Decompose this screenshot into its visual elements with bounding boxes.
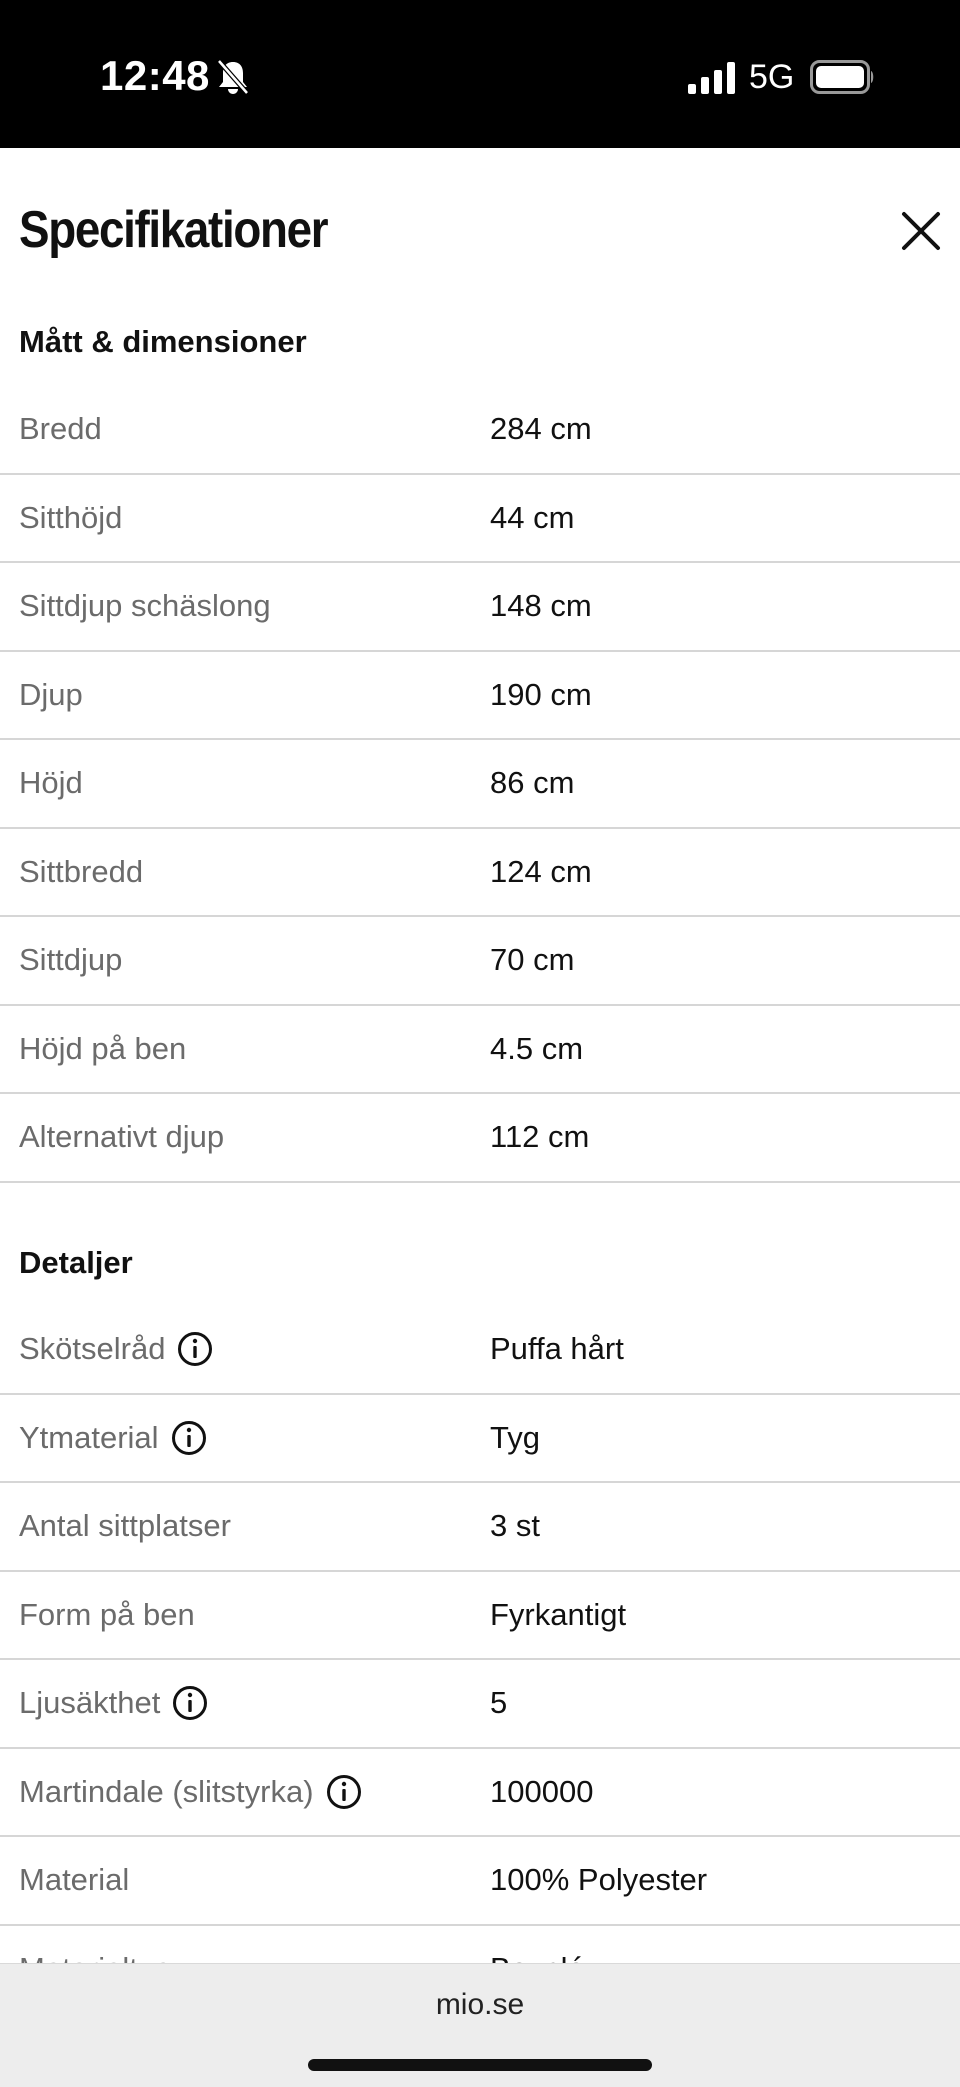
- spec-value: 5: [490, 1685, 508, 1720]
- spec-label: Alternativt djup: [19, 1119, 225, 1154]
- bell-muted-icon: [215, 58, 251, 96]
- spec-value: Puffa hårt: [490, 1331, 624, 1366]
- close-icon[interactable]: [900, 210, 942, 252]
- spec-value: 70 cm: [490, 942, 575, 977]
- spec-label: [19, 1395, 207, 1481]
- spec-label: Antal sittplatser: [19, 1508, 231, 1543]
- home-indicator[interactable]: [308, 2059, 652, 2071]
- spec-row: [0, 1395, 960, 1484]
- spec-value: 148 cm: [490, 588, 592, 623]
- spec-label: Sitthöjd: [19, 499, 123, 535]
- spec-row: [0, 652, 960, 741]
- spec-row: [0, 917, 960, 1006]
- spec-value: 44 cm: [490, 499, 575, 535]
- spec-label: [19, 1306, 213, 1392]
- spec-value: 284 cm: [490, 411, 592, 446]
- spec-label: Sittbredd: [19, 853, 144, 889]
- spec-value: 124 cm: [490, 853, 592, 889]
- browser-bottom-bar: [0, 1963, 960, 2087]
- spec-row: [0, 563, 960, 652]
- spec-label: [19, 1660, 208, 1746]
- spec-label-text: Martindale (slitstyrka): [19, 1773, 314, 1809]
- spec-label: [19, 1749, 362, 1835]
- spec-list-details: [0, 1306, 960, 2014]
- spec-value: Tyg: [490, 1419, 540, 1455]
- spec-value: 3 st: [490, 1508, 540, 1543]
- spec-list-dimensions: [0, 386, 960, 1183]
- spec-label-text: Skötselråd: [19, 1331, 166, 1366]
- spec-row: [0, 1660, 960, 1749]
- section-heading-details: Detaljer: [19, 1245, 133, 1280]
- spec-value: 86 cm: [490, 765, 575, 800]
- status-time: 12:48: [100, 52, 210, 99]
- spec-value: 100000: [490, 1773, 594, 1809]
- spec-row: [0, 386, 960, 475]
- spec-label-text: Ljusäkthet: [19, 1685, 161, 1720]
- spec-label: Höjd: [19, 765, 83, 800]
- spec-label: Djup: [19, 676, 83, 712]
- spec-label-text: Ytmaterial: [19, 1419, 159, 1455]
- info-icon[interactable]: [177, 1331, 213, 1367]
- spec-label: Bredd: [19, 411, 102, 446]
- spec-label: Höjd på ben: [19, 1030, 187, 1066]
- spec-value: Fyrkantigt: [490, 1596, 627, 1632]
- spec-label: Material: [19, 1862, 130, 1897]
- spec-label: Sittdjup schäslong: [19, 588, 271, 623]
- network-label: 5G: [749, 58, 795, 96]
- signal-icon: [688, 62, 736, 94]
- browser-address[interactable]: mio.se: [435, 1988, 525, 2021]
- spec-label: Form på ben: [19, 1596, 195, 1632]
- spec-row: [0, 1837, 960, 1926]
- specifications-sheet: [0, 148, 960, 1963]
- info-icon[interactable]: [172, 1685, 208, 1721]
- spec-row: [0, 1306, 960, 1395]
- section-heading-dimensions: Mått & dimensioner: [19, 324, 307, 359]
- sheet-title: Specifikationer: [19, 201, 328, 259]
- spec-row: [0, 475, 960, 564]
- spec-value: 4.5 cm: [490, 1030, 584, 1066]
- spec-row: [0, 1572, 960, 1661]
- spec-value: 100% Polyester: [490, 1862, 708, 1897]
- spec-label: Sittdjup: [19, 942, 123, 977]
- info-icon[interactable]: [171, 1420, 207, 1456]
- spec-row: [0, 829, 960, 918]
- spec-value: 112 cm: [490, 1119, 590, 1154]
- battery-icon: [810, 60, 876, 94]
- info-icon[interactable]: [326, 1774, 362, 1810]
- spec-row: [0, 1483, 960, 1572]
- spec-row: [0, 1094, 960, 1183]
- spec-value: 190 cm: [490, 676, 592, 712]
- status-bar: [0, 0, 960, 148]
- spec-row: [0, 1006, 960, 1095]
- spec-row: [0, 1749, 960, 1838]
- spec-row: [0, 740, 960, 829]
